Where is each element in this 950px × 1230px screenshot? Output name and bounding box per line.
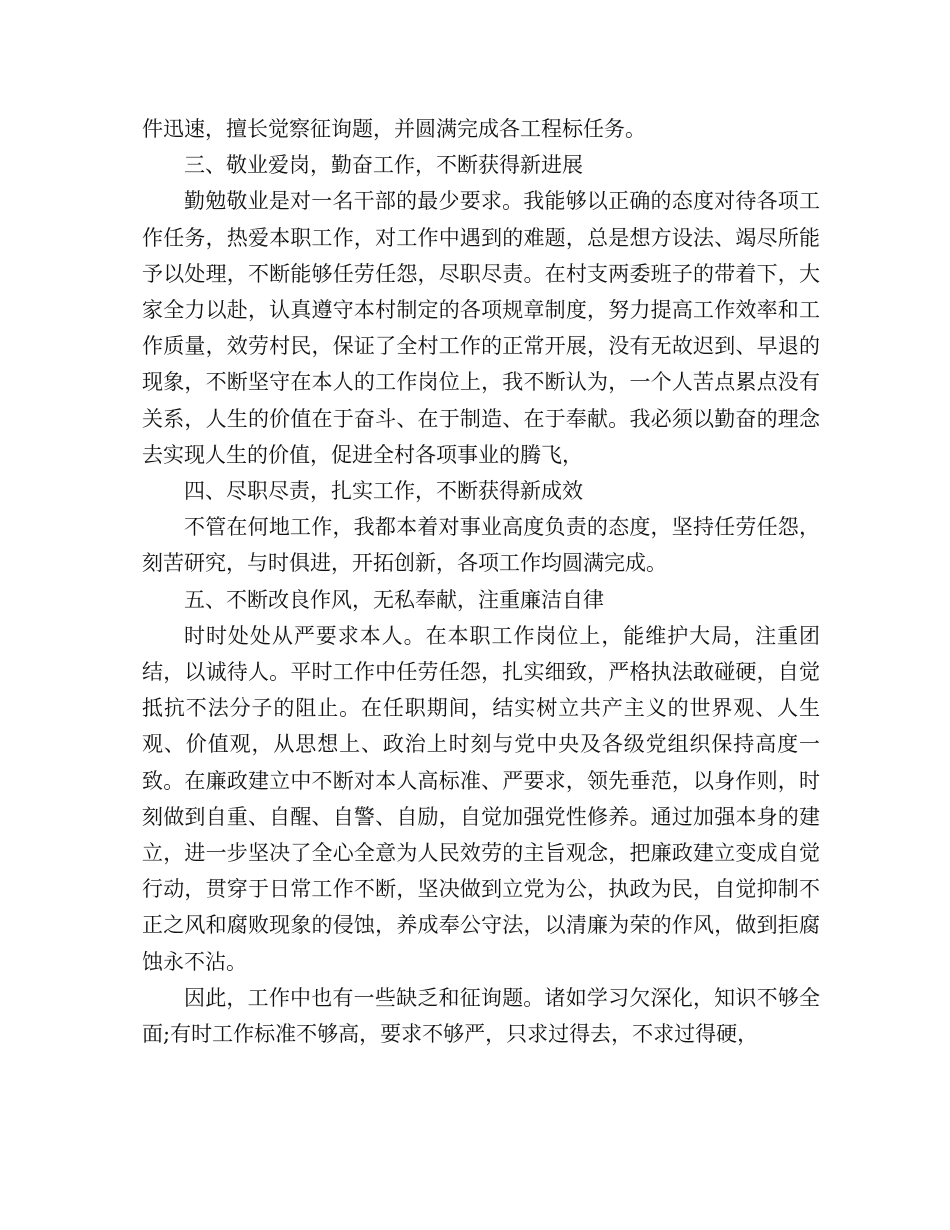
section-heading-4: 四、尽职尽责，扎实工作，不断获得新成效 (184, 479, 583, 504)
document-body (142, 111, 820, 1052)
paragraph-continued: 件迅速，擅长觉察征询题，并圆满完成各工程标任务。 (142, 117, 646, 141)
paragraph-responsibility: 不管在何地工作，我都本着对事业高度负责的态度，坚持任劳任怨，刻苦研究，与时俱进，开拓创新，各项工作均圆满完成。 (142, 515, 820, 576)
section-heading-3: 三、敬业爱岗，勤奋工作，不断获得新进展 (184, 153, 583, 178)
paragraph-shortcomings: 因此，工作中也有一些缺乏和征询题。诸如学习欠深化，知识不够全面;有时工作标准不够高，要求不够严，只求过得去，不求过得硬， (142, 985, 820, 1047)
paragraph-diligence: 勤勉敬业是对一名干部的最少要求。我能够以正确的态度对待各项工作任务，热爱本职工作，对工作中遇到的难题，总是想方设法、竭尽所能予以处理，不断能够任劳任怨，尽职尽责。在村支两委班子的带着下，大家全力以赴，认真遵守本村制定的各项规章制度，努力提高工作效率和工作质量，效劳村民，保证了全村工作的正常开展，没有无故迟到、早退的现象，不断坚守在本人的工作岗位上，我不断认为，一个人苦点累点没有关系，人生的价值在于奋斗、在于制造、在于奉献。我必须以勤奋的理念去实现人生的价值，促进全村各项事业的腾飞， (142, 189, 820, 467)
section-heading-5: 五、不断改良作风，无私奉献，注重廉洁自律 (184, 587, 604, 612)
paragraph-integrity: 时时处处从严要求本人。在本职工作岗位上，能维护大局，注重团结，以诚待人。平时工作中任劳任怨，扎实细致，严格执法敢碰硬，自觉抵抗不法分子的阻止。在任职期间，结实树立共产主义的世界观、人生观、价值观，从思想上、政治上时刻与党中央及各级党组织保持高度一致。在廉政建立中不断对本人高标准、严要求，领先垂范，以身作则，时刻做到自重、自醒、自警、自励，自觉加强党性修养。通过加强本身的建立，进一步坚决了全心全意为人民效劳的主旨观念，把廉政建立变成自觉行动，贯穿于日常工作不断，坚决做到立党为公，执政为民，自觉抑制不正之风和腐败现象的侵蚀，养成奉公守法，以清廉为荣的作风，做到拒腐蚀永不沾。 (142, 623, 820, 974)
